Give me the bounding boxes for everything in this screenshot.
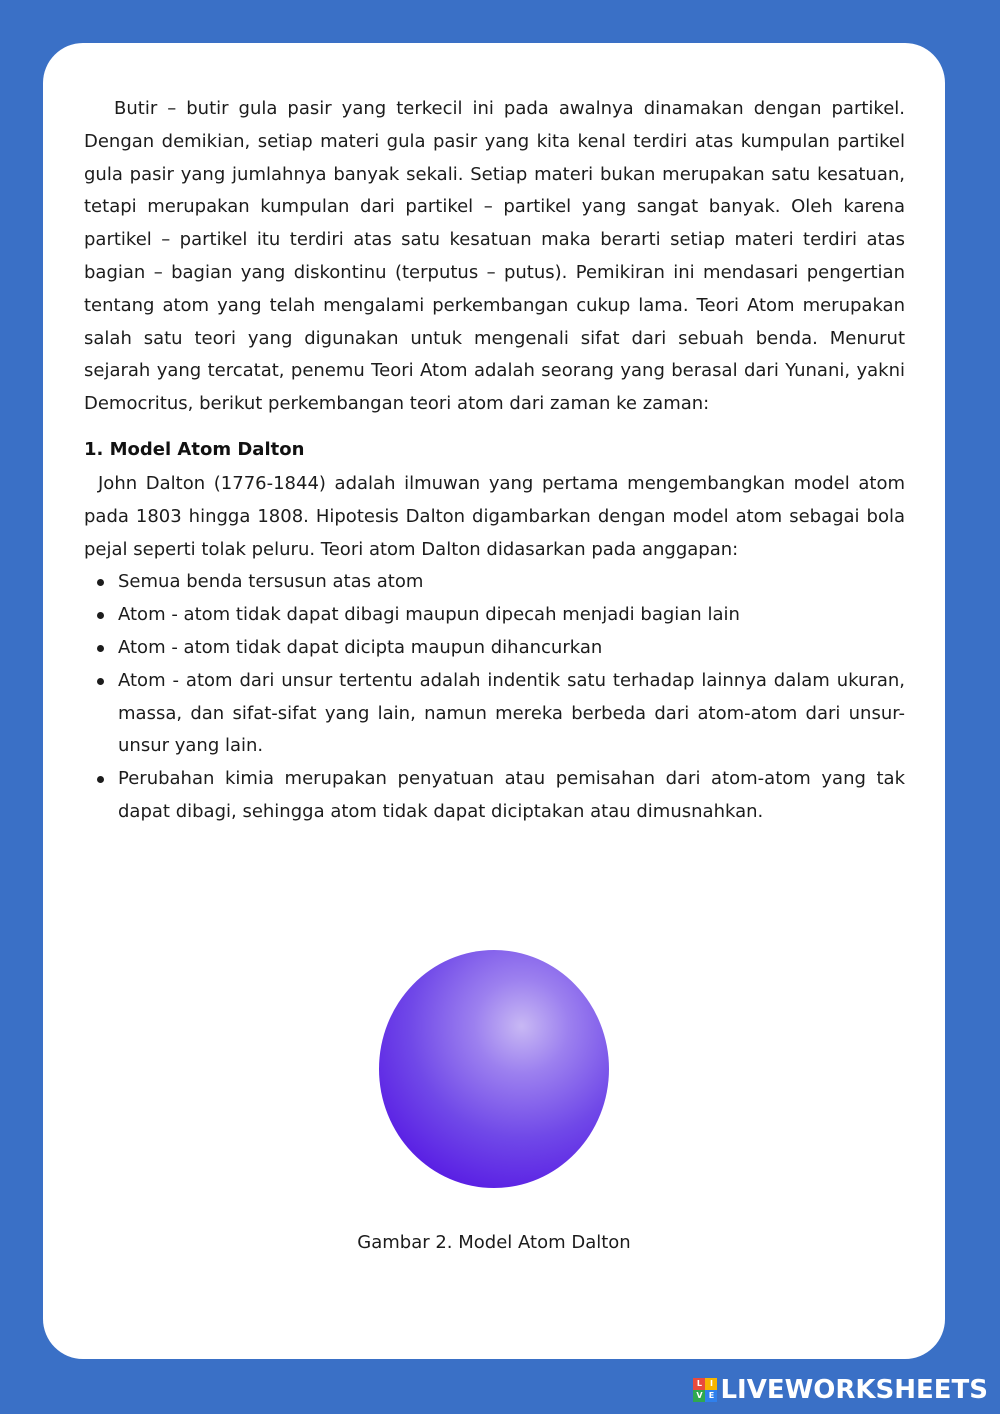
intro-paragraph: Butir – butir gula pasir yang terkecil ini pada awalnya dinamakan dengan partikel. Dengan demikian, setiap materi gula pasir yang kita kenal terdiri atas kumpulan partikel gula pasir yang jumlahnya banyak sekali. Setiap materi bukan merupakan satu kesatuan, tetapi merupakan kumpulan dari partikel – partikel yang sangat banyak. Oleh karena partikel – partikel itu terdiri atas satu kesatuan maka berarti setiap materi terdiri atas bagian – bagian yang diskontinu (terputus – putus). Pemikiran ini mendasari pengertian tentang atom yang telah mengalami perkembangan cukup lama. Teori Atom merupakan salah satu teori yang digunakan untuk mengenali sifat dari sebuah benda. Menurut sejarah yang tercatat, penemu Teori Atom adalah seorang yang berasal dari Yunani, yakni Democritus, berikut perkembangan teori atom dari zaman ke zaman:	[84, 98, 905, 415]
figure-caption: Gambar 2. Model Atom Dalton	[357, 1232, 631, 1253]
logo-letter-i: I	[705, 1378, 717, 1390]
list-item: Atom - atom tidak dapat dibagi maupun dipecah menjadi bagian lain	[118, 599, 905, 632]
liveworksheets-logo-icon	[693, 1378, 717, 1402]
list-item: Perubahan kimia merupakan penyatuan atau pemisahan dari atom-atom yang tak dapat dibagi, sehingga atom tidak dapat diciptakan atau dimusnahkan.	[118, 763, 905, 829]
logo-letter-l: L	[693, 1378, 705, 1390]
section-heading: 1. Model Atom Dalton	[84, 438, 305, 460]
liveworksheets-brand-name: LIVEWORKSHEETS	[720, 1375, 988, 1405]
assumption-list	[84, 566, 905, 828]
liveworksheets-logo	[693, 1374, 988, 1406]
section-paragraph: John Dalton (1776-1844) adalah ilmuwan yang pertama mengembangkan model atom pada 1803 hingga 1808. Hipotesis Dalton digambarkan dengan model atom sebagai bola pejal seperti tolak peluru. Teori atom Dalton didasarkan pada anggapan:	[84, 472, 905, 560]
list-item: Semua benda tersusun atas atom	[118, 566, 905, 599]
list-item: Atom - atom dari unsur tertentu adalah indentik satu terhadap lainnya dalam ukuran, massa, dan sifat-sifat yang lain, namun mereka berbeda dari atom-atom dari unsur-unsur yang lain.	[118, 665, 905, 763]
worksheet-content	[84, 93, 905, 829]
logo-letter-v: V	[693, 1390, 705, 1402]
logo-letter-e: E	[705, 1390, 717, 1402]
list-item: Atom - atom tidak dapat dicipta maupun dihancurkan	[118, 632, 905, 665]
dalton-atom-sphere-image	[379, 950, 609, 1188]
